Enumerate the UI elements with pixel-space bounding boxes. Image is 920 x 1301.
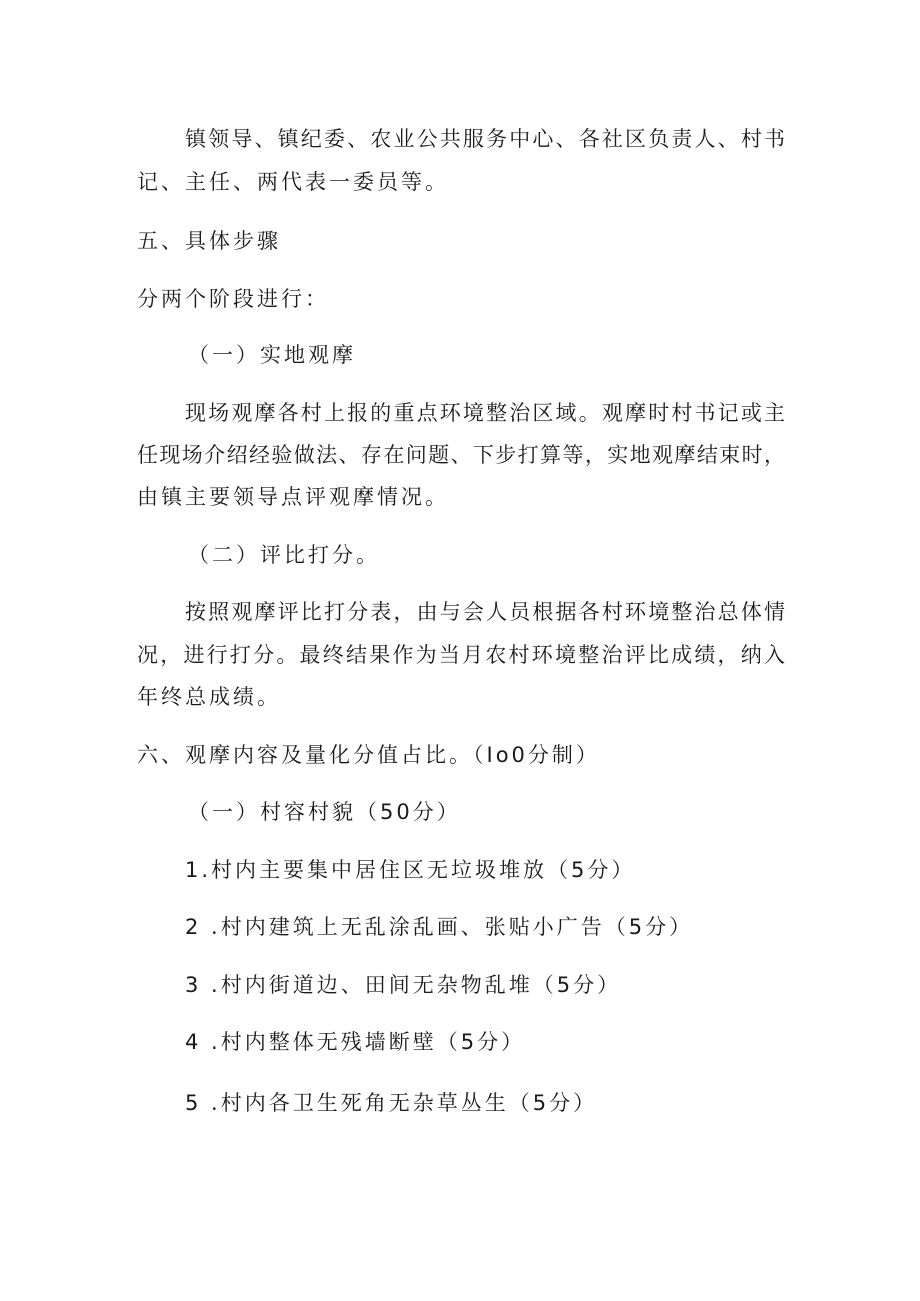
step-2-line-1: 按照观摩评比打分表，由与会人员根据各村环境整治总体情 xyxy=(185,600,785,624)
list-item: 3 .村内街道边、田间无杂物乱堆（5分） xyxy=(185,973,622,997)
step-2-line-3: 年终总成绩。 xyxy=(137,685,281,709)
step-2-heading: （二）评比打分。 xyxy=(188,543,380,567)
participants-line-2: 记、主任、两代表一委员等。 xyxy=(137,170,449,194)
step-1-heading: （一）实地观摩 xyxy=(188,343,356,367)
step-1-line-3: 由镇主要领导点评观摩情况。 xyxy=(137,485,449,509)
step-1-line-2: 任现场介绍经验做法、存在问题、下步打算等，实地观摩结束时， xyxy=(137,443,785,467)
list-item: 4 .村内整体无残墙断壁（5分） xyxy=(185,1030,526,1054)
step-2-line-2: 况，进行打分。最终结果作为当月农村环境整治评比成绩，纳入 xyxy=(137,643,785,667)
list-item: 2 .村内建筑上无乱涂乱画、张贴小广告（5分） xyxy=(185,915,694,939)
section-5-heading: 五、具体步骤 xyxy=(137,229,281,253)
step-1-line-1: 现场观摩各村上报的重点环境整治区域。观摩时村书记或主 xyxy=(185,401,785,425)
section-5-intro: 分两个阶段进行： xyxy=(137,287,329,311)
section-6-heading: 六、观摩内容及量化分值占比。（Io0分制） xyxy=(137,743,600,767)
list-item: 1.村内主要集中居住区无垃圾堆放（5分） xyxy=(185,858,636,882)
list-item: 5 .村内各卫生死角无杂草丛生（5分） xyxy=(185,1091,598,1115)
participants-line-1: 镇领导、镇纪委、农业公共服务中心、各社区负责人、村书 xyxy=(185,127,785,151)
sub-1-heading: （一）村容村貌（50分） xyxy=(188,800,461,824)
